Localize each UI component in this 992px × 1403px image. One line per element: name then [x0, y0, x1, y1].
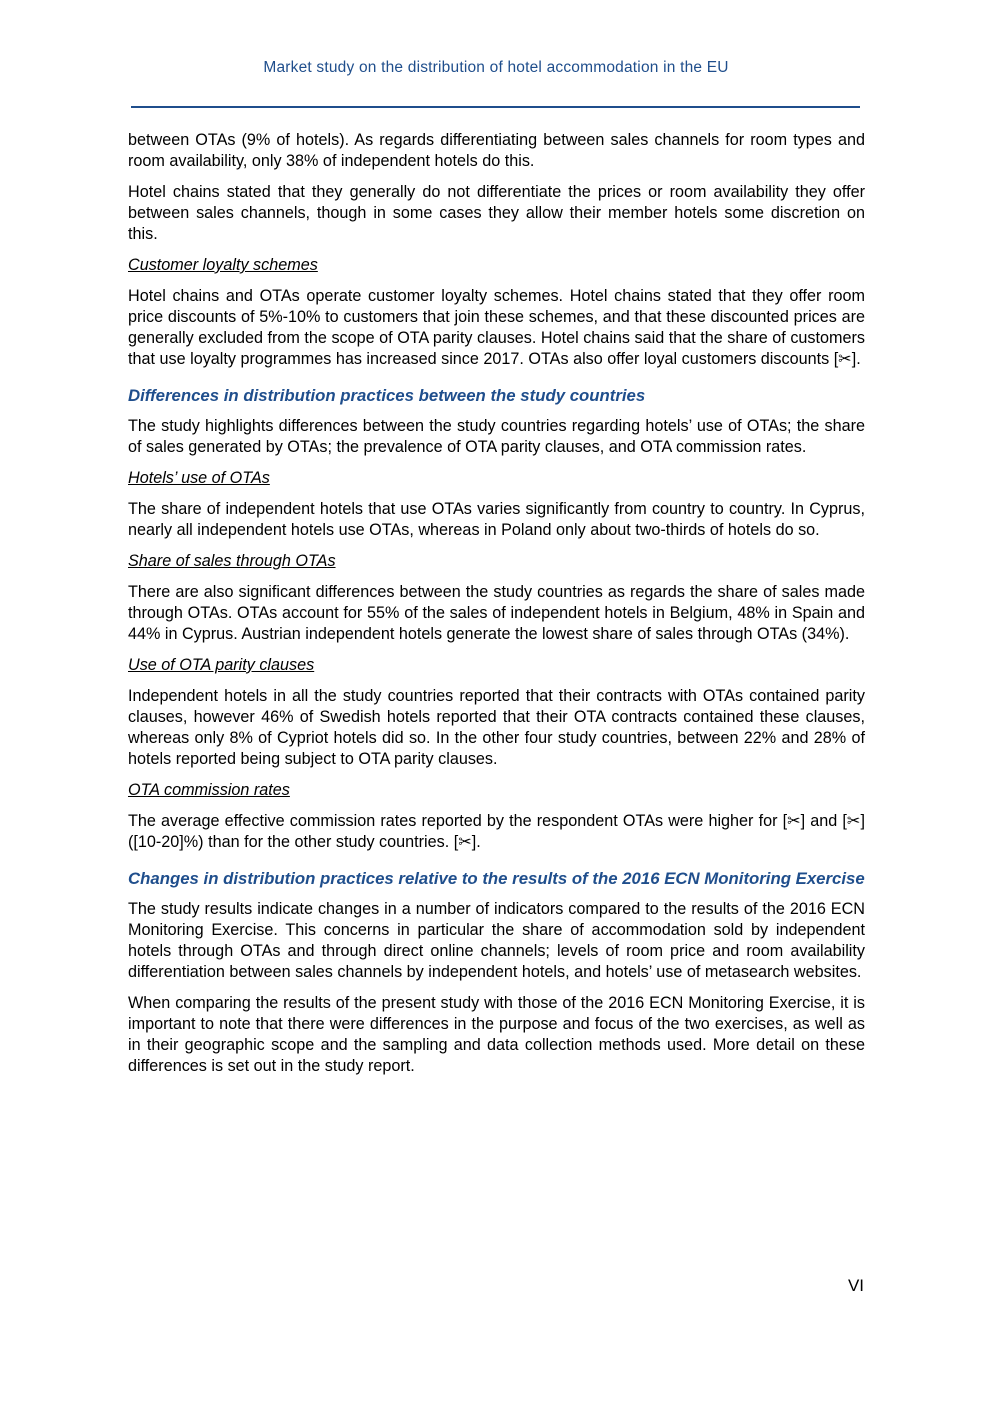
paragraph: Hotel chains stated that they generally do not differentiate the prices or room availability they offer between sales channels, though in some cases they allow their member hotels some discretion on this.	[128, 183, 865, 243]
section-heading-changes: Changes in distribution practices relative to the results of the 2016 ECN Monitoring Exercise	[128, 869, 865, 888]
subheading-commission-rates: OTA commission rates	[128, 781, 290, 799]
subheading-share-of-sales: Share of sales through OTAs	[128, 552, 336, 570]
running-header: Market study on the distribution of hotel accommodation in the EU	[263, 59, 729, 76]
page-number: VI	[847, 1276, 864, 1295]
header-divider	[131, 106, 860, 108]
subheading-parity-clauses: Use of OTA parity clauses	[128, 656, 315, 674]
paragraph: The average effective commission rates reported by the respondent OTAs were higher for [✂] and [✂] ([10-20]%) than for the other study countries. [✂].	[128, 812, 865, 851]
body-text	[128, 130, 865, 1087]
paragraph: The study highlights differences between the study countries regarding hotels’ use of OTAs; the share of sales generated by OTAs; the prevalence of OTA parity clauses, and OTA commission rates.	[128, 417, 865, 456]
paragraph: Hotel chains and OTAs operate customer loyalty schemes. Hotel chains stated that they offer room price discounts of 5%-10% to customers that join these schemes, and that these discounted prices are generally excluded from the scope of OTA parity clauses. Hotel chains said that the share of customers that use loyalty programmes has increased since 2017. OTAs also offer loyal customers discounts [✂].	[128, 287, 865, 368]
paragraph: Independent hotels in all the study countries reported that their contracts with OTAs contained parity clauses, however 46% of Swedish hotels reported that their OTA contracts contained these clauses, whereas only 8% of Cypriot hotels did so. In the other four study countries, between 22% and 28% of hotels reported being subject to OTA parity clauses.	[128, 687, 865, 768]
section-heading-differences: Differences in distribution practices between the study countries	[128, 386, 646, 405]
paragraph: The study results indicate changes in a number of indicators compared to the results of the 2016 ECN Monitoring Exercise. This concerns in particular the share of accommodation sold by independent hotels through OTAs and through direct online channels; levels of room price and room availability differentiation between sales channels by independent hotels, and hotels’ use of metasearch websites.	[128, 900, 865, 981]
paragraph: between OTAs (9% of hotels). As regards differentiating between sales channels for room types and room availability, only 38% of independent hotels do this.	[128, 131, 865, 170]
paragraph: When comparing the results of the present study with those of the 2016 ECN Monitoring Exercise, it is important to note that there were differences in the purpose and focus of the two exercises, as well as in their geographic scope and the sampling and data collection methods used. More detail on these differences is set out in the study report.	[128, 994, 865, 1075]
paragraph: The share of independent hotels that use OTAs varies significantly from country to country. In Cyprus, nearly all independent hotels use OTAs, whereas in Poland only about two-thirds of hotels do so.	[128, 500, 865, 539]
paragraph: There are also significant differences between the study countries as regards the share of sales made through OTAs. OTAs account for 55% of the sales of independent hotels in Belgium, 48% in Spain and 44% in Cyprus. Austrian independent hotels generate the lowest share of sales through OTAs (34%).	[128, 583, 865, 643]
subheading-hotels-use-of-otas: Hotels’ use of OTAs	[128, 469, 270, 487]
subheading-customer-loyalty: Customer loyalty schemes	[128, 256, 318, 274]
